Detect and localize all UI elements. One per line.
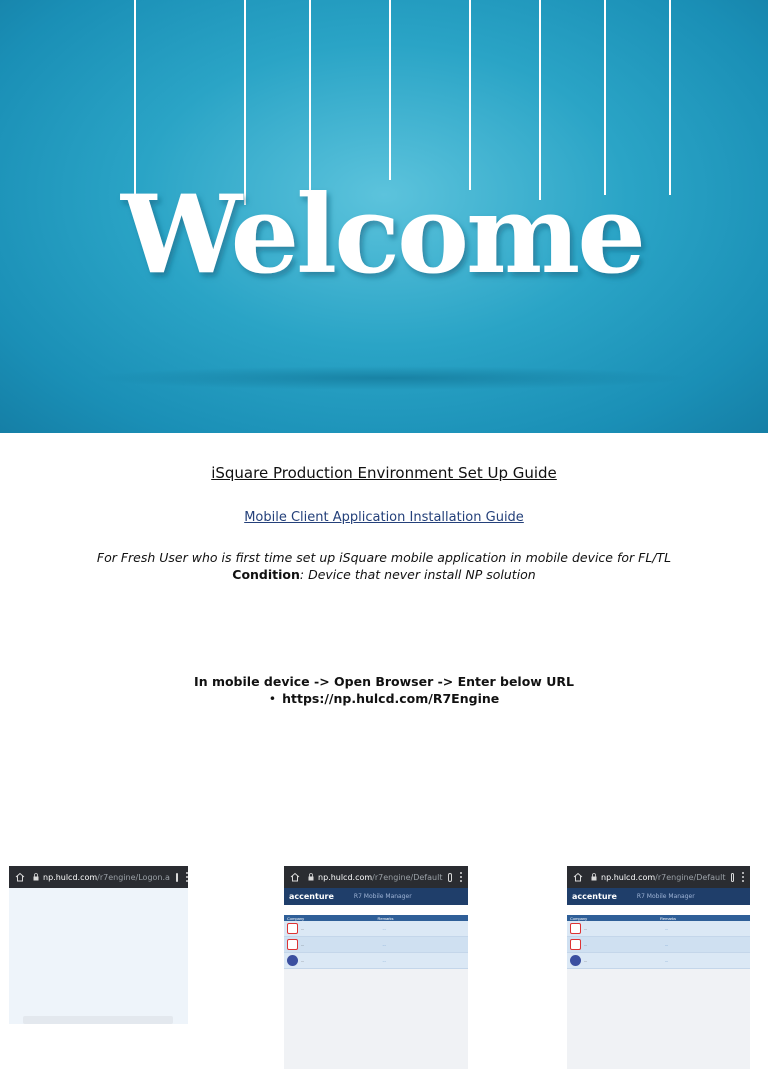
app-list [567, 921, 750, 969]
user-info [567, 905, 750, 915]
condition-text: : Device that never install NP solution [299, 567, 536, 582]
welcome-banner [0, 0, 768, 433]
app-header [284, 888, 468, 905]
tabs-icon [176, 873, 178, 882]
accenture-logo: accenture [572, 892, 617, 901]
empty-area [567, 969, 750, 1069]
app-name: R7 Mobile Manager [353, 893, 412, 900]
section-subtitle[interactable]: Mobile Client Application Installation Guide [244, 510, 524, 525]
welcome-word: Welcome [120, 172, 644, 298]
url-line [0, 690, 768, 707]
table-header: Company Remarks [284, 915, 468, 921]
home-icon [573, 872, 583, 882]
app-header [567, 888, 750, 905]
phone-screenshot-logon [9, 866, 188, 1024]
app-icon [287, 939, 298, 950]
app-icon [570, 955, 581, 966]
empty-area [284, 969, 468, 1069]
tabs-icon [731, 873, 734, 882]
home-icon [15, 872, 25, 882]
bullet: • [268, 691, 277, 706]
address-url: np.hulcd.com/r7engine/Logon.a [43, 872, 170, 882]
table-row[interactable]: ... ... [284, 921, 468, 937]
lock-icon [308, 873, 314, 881]
tabs-icon [448, 873, 452, 882]
app-name: R7 Mobile Manager [636, 893, 695, 900]
menu-icon [186, 872, 188, 882]
table-row[interactable]: ... ... [284, 937, 468, 953]
instruction-line: In mobile device -> Open Browser -> Enter below URL [194, 674, 574, 689]
table-row[interactable]: ... ... [284, 953, 468, 969]
menu-icon [742, 872, 744, 882]
user-info [284, 905, 468, 915]
lock-icon [591, 873, 597, 881]
phone-screenshot-default [284, 866, 468, 1024]
address-url: np.hulcd.com/r7engine/Default [318, 872, 443, 882]
lock-icon [33, 873, 39, 881]
app-list [284, 921, 468, 969]
browser-address-bar [567, 866, 750, 888]
intro-paragraph [0, 549, 768, 583]
app-icon [287, 955, 298, 966]
table-row[interactable]: ... ... [567, 937, 750, 953]
table-row[interactable]: ... ... [567, 921, 750, 937]
intro-line: For Fresh User who is first time set up iSquare mobile application in mobile device for FL/TL [96, 550, 672, 565]
menu-icon [460, 872, 462, 882]
browser-address-bar [9, 866, 188, 888]
table-row[interactable]: ... ... [567, 953, 750, 969]
accenture-logo: accenture [289, 892, 334, 901]
welcome-illustration [0, 0, 768, 433]
table-header: Company Remarks [567, 915, 750, 921]
browser-address-bar [284, 866, 468, 888]
app-icon [570, 923, 581, 934]
home-icon [290, 872, 300, 882]
engine-url[interactable]: https://np.hulcd.com/R7Engine [282, 691, 500, 706]
app-icon [287, 923, 298, 934]
instruction-block [0, 673, 768, 707]
phone-screenshot-default-2 [567, 866, 750, 1024]
login-panel-edge [23, 1016, 173, 1024]
condition-line [0, 566, 768, 583]
page-title: iSquare Production Environment Set Up Guide [211, 464, 557, 482]
condition-label: Condition [232, 567, 300, 582]
app-icon [570, 939, 581, 950]
address-url: np.hulcd.com/r7engine/Default [601, 872, 726, 882]
